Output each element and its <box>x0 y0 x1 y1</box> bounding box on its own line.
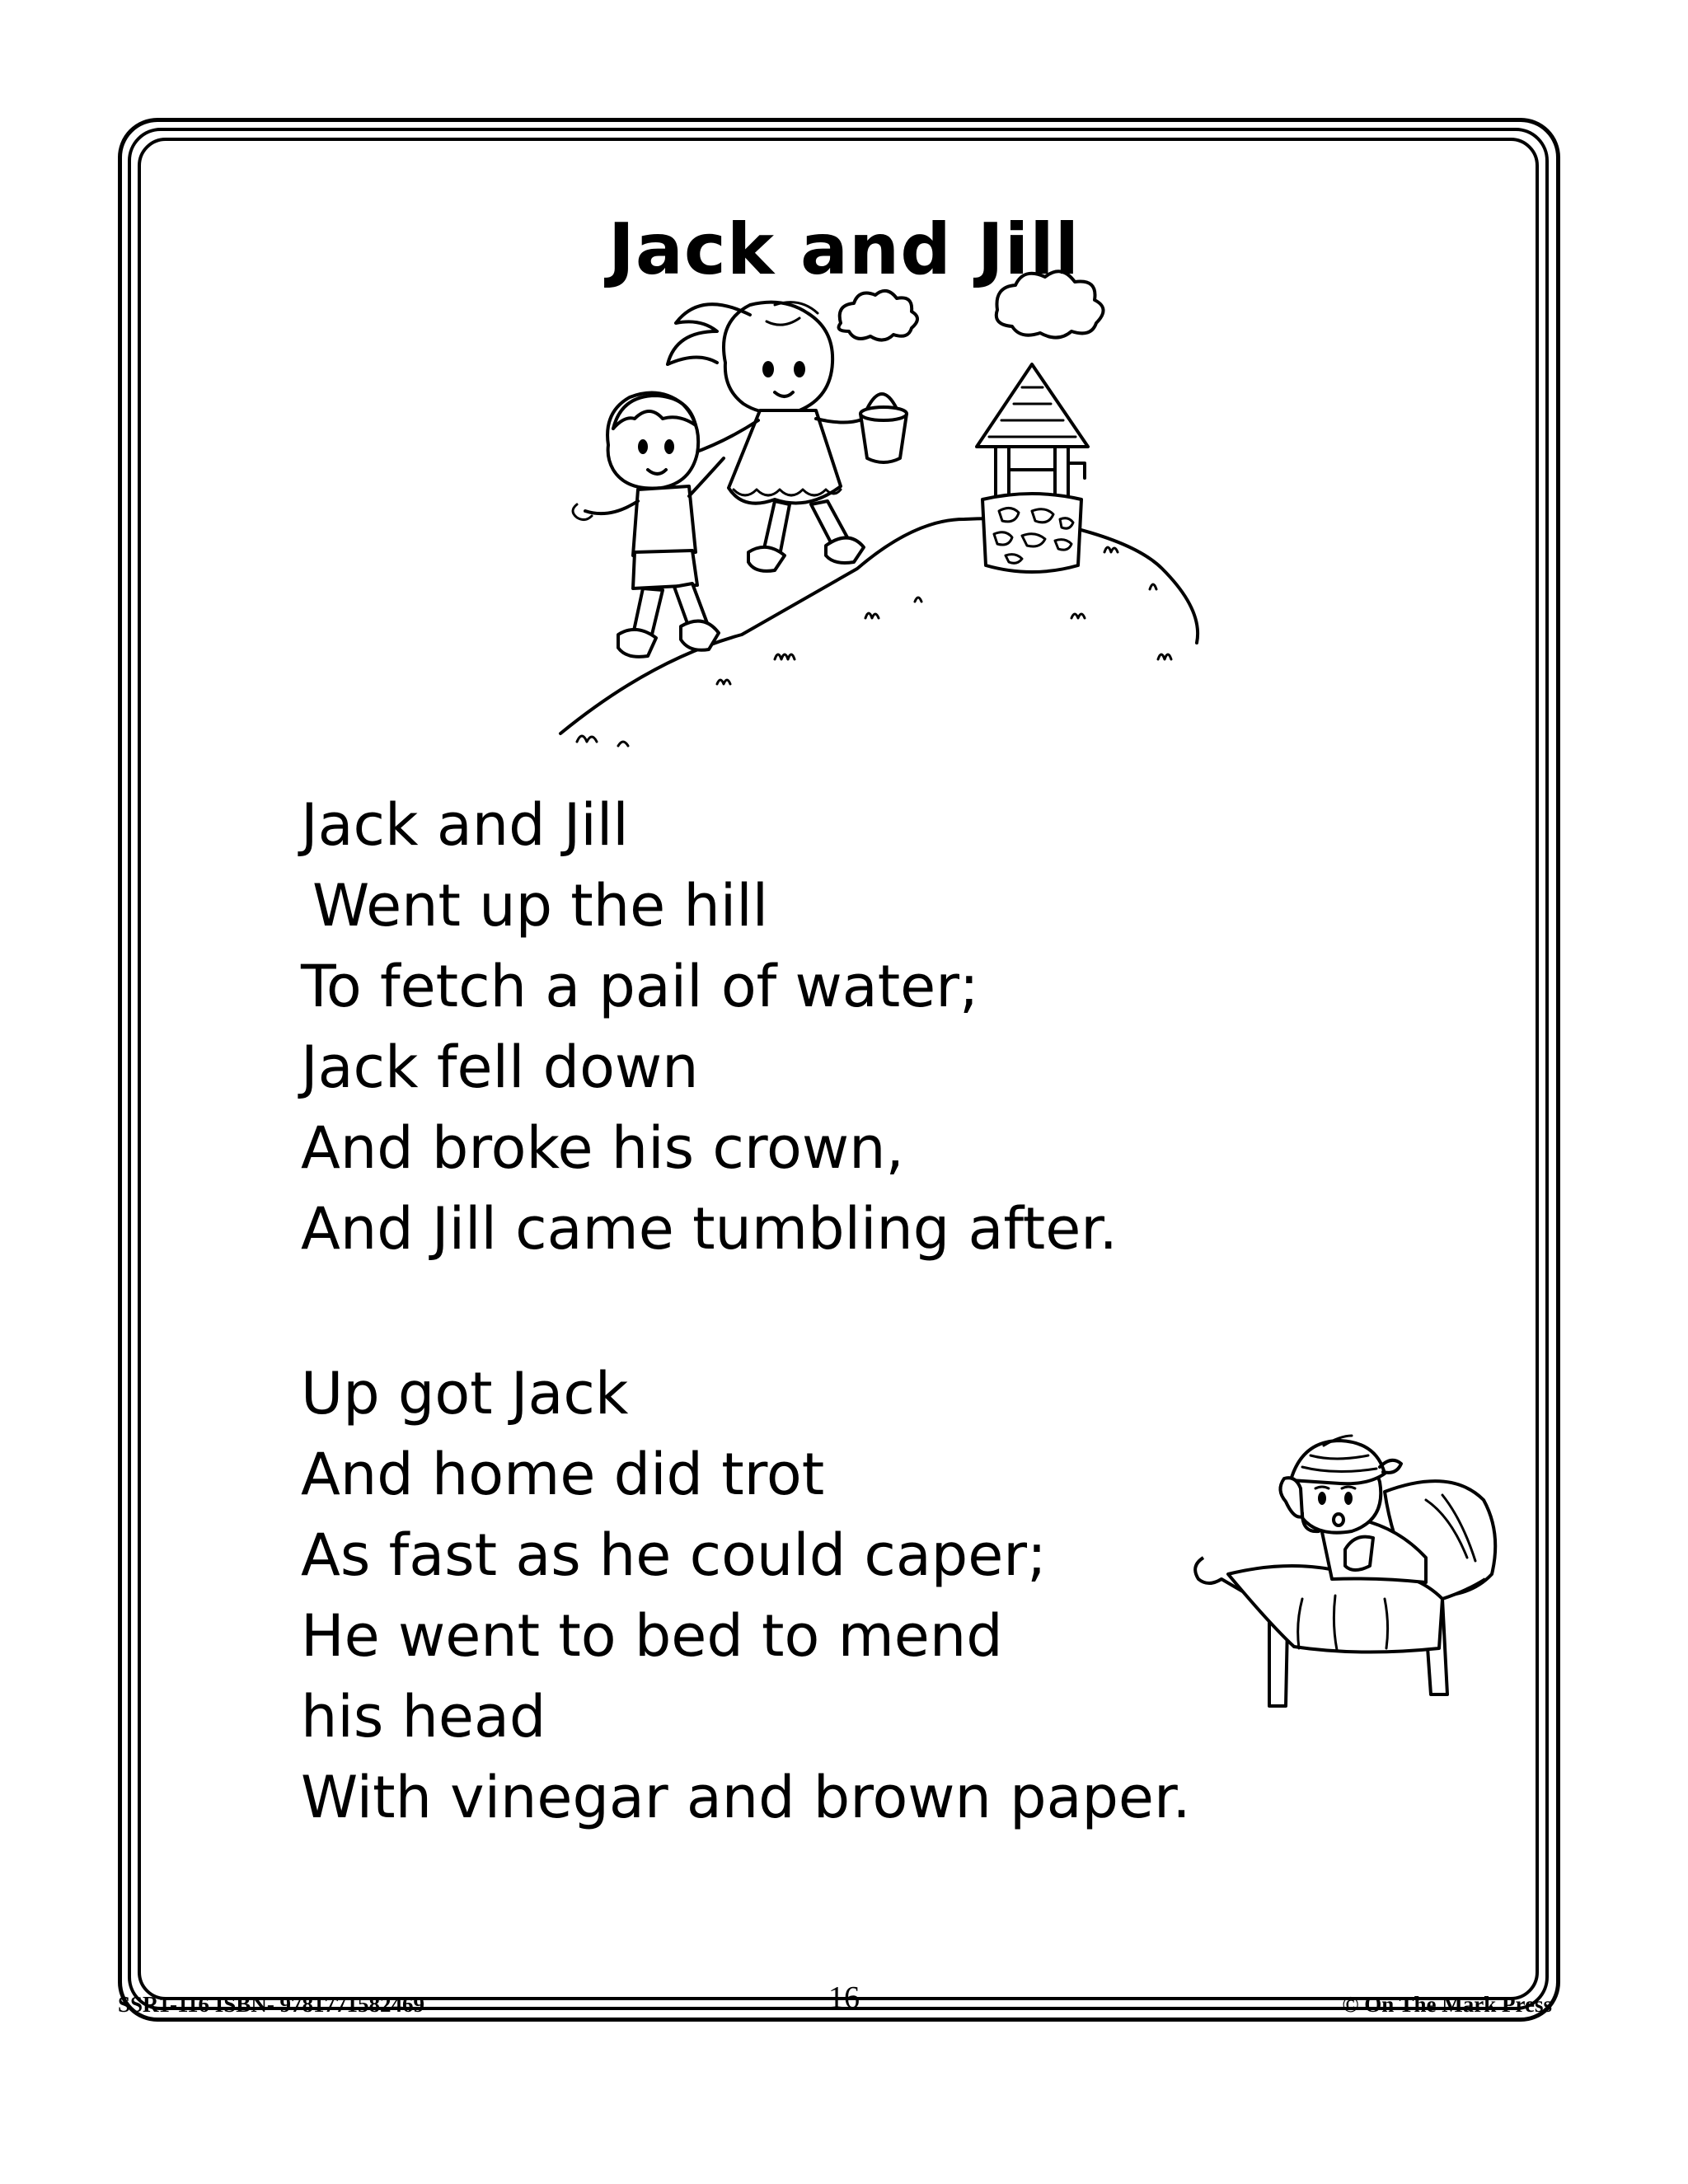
page-number: 16 <box>828 1980 860 2015</box>
page-title: Jack and Jill <box>607 208 1081 291</box>
poem-line: And broke his crown, <box>301 1114 904 1182</box>
jack-figure <box>573 393 724 657</box>
footer-publisher: © On The Mark Press <box>1342 1992 1552 2017</box>
poem-line: And Jill came tumbling after. <box>301 1195 1118 1263</box>
jack-and-jill-hill-illustration <box>528 272 1212 758</box>
poem-stanza-2 <box>301 1353 1191 1838</box>
poem-line: To fetch a pail of water; <box>301 953 979 1020</box>
poem-line: As fast as he could caper; <box>301 1521 1047 1589</box>
poem-line: Went up the hill <box>312 872 769 940</box>
footer-isbn: SSR1-116 ISBN- 9781771582469 <box>118 1992 425 2017</box>
jack-in-bed-illustration <box>1179 1434 1508 1731</box>
cloud-icon <box>839 291 917 340</box>
well <box>977 364 1088 572</box>
poem-line: Jack fell down <box>301 1033 699 1101</box>
poem-stanza-1 <box>301 785 1118 1269</box>
poem-line: He went to bed to mend <box>301 1602 1003 1670</box>
poem-line: Jack and Jill <box>301 791 629 859</box>
jill-figure <box>668 302 907 571</box>
poem-line: his head <box>301 1683 546 1750</box>
poem-line: Up got Jack <box>301 1360 629 1427</box>
cloud-icon <box>996 271 1104 337</box>
poem-line: With vinegar and brown paper. <box>301 1764 1191 1831</box>
poem-line: And home did trot <box>301 1441 825 1508</box>
